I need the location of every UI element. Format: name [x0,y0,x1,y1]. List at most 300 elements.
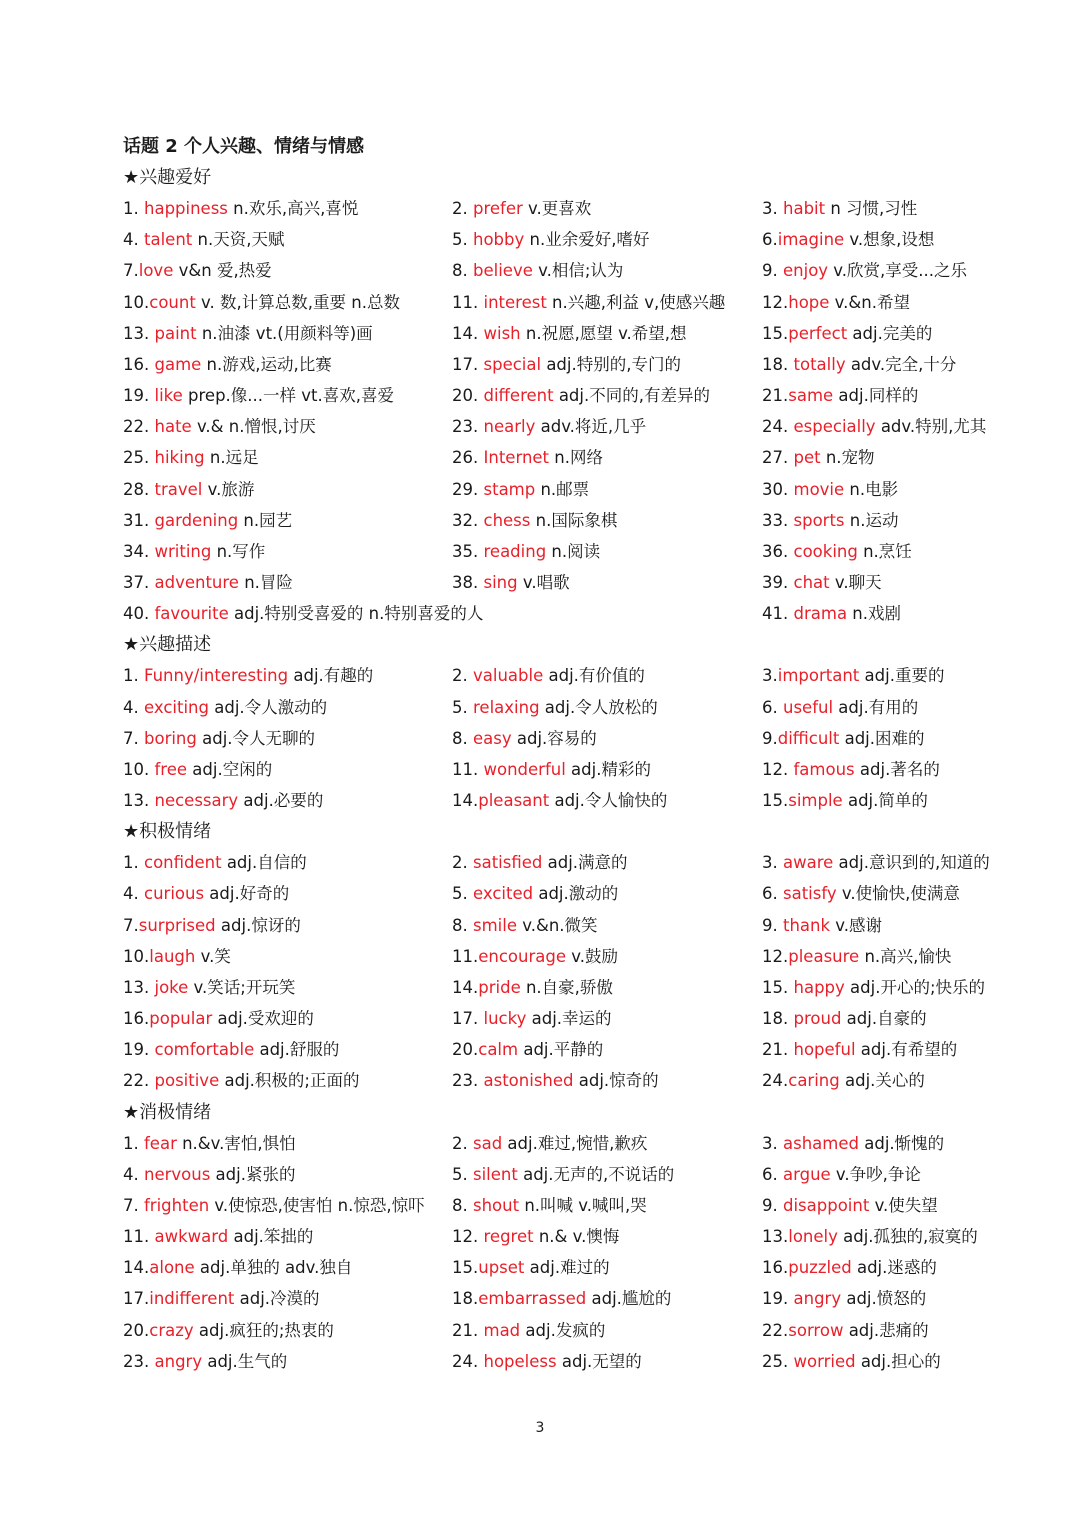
entry-definition: adv.完全,十分 [845,354,957,374]
vocab-entry [123,975,295,1001]
vocab-row [0,1349,1080,1375]
entry-word: confident [144,853,222,873]
vocab-entry [452,788,667,814]
entry-word: gardening [154,510,239,530]
entry-number: 30. [762,479,794,499]
entry-number: 10. [123,292,150,312]
vocab-entry [123,1193,425,1219]
entry-word: count [149,292,196,312]
entry-word: pleasant [478,791,550,810]
entry-number: 6. [762,1164,783,1184]
entry-number: 2. [452,853,473,873]
entry-definition: adj.迷惑的 [851,1258,937,1278]
entry-definition: adj.重要的 [859,666,945,686]
vocab-entry [452,1349,642,1375]
entry-word: special [483,354,542,374]
entry-number: 4. [123,230,144,250]
entry-definition: v.欣赏,享受...之乐 [828,261,968,281]
entry-word: paint [154,323,197,343]
entry-word: caring [788,1071,840,1091]
entry-definition: adv.特别,尤其 [875,417,987,437]
entry-number: 11. [452,292,484,312]
entry-definition: n.天资,天赋 [192,230,285,250]
entry-word: nearly [483,417,536,437]
entry-word: happy [793,977,845,997]
entry-word: hopeless [483,1351,557,1371]
entry-word: hiking [154,448,205,468]
vocab-entry [762,850,990,876]
entry-number: 39. [762,572,794,592]
entry-word: chess [483,510,531,530]
entry-definition: n.国际象棋 [530,510,618,530]
vocab-entry [762,1006,927,1032]
entry-number: 4. [123,697,144,717]
vocab-entry [762,881,960,907]
entry-number: 4. [123,1164,144,1184]
vocab-row [0,757,1080,783]
entry-number: 13. [123,977,155,997]
vocab-entry [452,1193,647,1219]
vocab-entry [762,508,898,534]
vocab-entry [762,1224,978,1250]
vocab-row [0,414,1080,440]
entry-number: 15. [762,977,794,997]
vocab-entry [452,227,649,253]
entry-number: 12. [762,946,789,966]
vocab-entry [452,321,687,347]
entry-number: 16. [123,1009,150,1029]
entry-definition: v.&n.微笑 [517,915,598,935]
entry-number: 12. [762,759,794,779]
entry-word: necessary [154,791,239,810]
vocab-row [0,944,1080,970]
entry-definition: v&n 爱,热爱 [173,261,272,281]
vocab-entry [123,601,483,627]
vocab-entry [452,508,617,534]
entry-definition: adj.自豪的 [841,1009,927,1029]
entry-word: easy [473,728,512,748]
entry-definition: adj.悲痛的 [843,1320,929,1340]
entry-word: happiness [144,199,228,219]
entry-word: puzzled [788,1258,852,1278]
entry-number: 9. [762,728,778,748]
entry-word: worried [793,1351,856,1371]
entry-number: 21. [762,386,789,406]
entry-definition: n.阅读 [546,541,601,561]
entry-number: 9. [762,915,783,935]
entry-definition: adj.生气的 [202,1351,288,1371]
entry-number: 9. [762,261,783,281]
entry-definition: adj.简单的 [842,791,928,810]
entry-word: useful [783,697,834,717]
vocab-entry [762,570,882,596]
entry-definition: v.笑话;开玩笑 [188,977,296,997]
vocab-entry [452,881,618,907]
entry-word: satisfy [783,884,837,904]
entry-word: imagine [777,230,845,250]
entry-definition: n.祝愿,愿望 v.希望,想 [520,323,687,343]
entry-definition: v.争吵,争论 [830,1164,921,1184]
entry-definition: adj.无望的 [556,1351,642,1371]
entry-definition: n.写作 [211,541,266,561]
entry-word: satisfied [473,853,543,873]
entry-definition: n.远足 [204,448,259,468]
entry-definition: adj.有希望的 [855,1040,958,1060]
entry-definition: adj.开心的;快乐的 [844,977,985,997]
entry-word: interest [483,292,547,312]
vocab-entry [452,695,658,721]
entry-definition: adj.有趣的 [288,666,374,686]
entry-word: stamp [483,479,536,499]
entry-number: 6. [762,884,783,904]
entry-word: popular [149,1009,213,1029]
entry-number: 34. [123,541,155,561]
entry-definition: adj.担心的 [855,1351,941,1371]
entry-word: excited [473,884,534,904]
entry-number: 14. [452,323,484,343]
entry-number: 33. [762,510,794,530]
entry-word: love [138,261,174,281]
vocab-row [0,1006,1080,1032]
vocab-entry [123,196,358,222]
entry-number: 2. [452,199,473,219]
vocab-row [0,1131,1080,1157]
entry-word: prefer [473,199,523,219]
vocab-entry [452,1318,605,1344]
vocab-entry [123,539,265,565]
entry-number: 25. [762,1351,794,1371]
entry-definition: v.鼓励 [566,946,618,966]
vocab-row [0,975,1080,1001]
entry-number: 1. [123,853,144,873]
entry-definition: v. 数,计算总数,重要 n.总数 [195,292,400,312]
vocab-row [0,1068,1080,1094]
entry-number: 24. [452,1351,484,1371]
entry-definition: adj.难过的 [524,1258,610,1278]
entry-definition: n.欢乐,高兴,喜悦 [227,199,359,219]
vocab-entry [123,1068,359,1094]
vocab-row [0,1318,1080,1344]
vocab-entry [123,695,327,721]
entry-word: famous [793,759,855,779]
vocab-entry [452,850,628,876]
vocab-entry [123,352,332,378]
vocab-row [0,1162,1080,1188]
entry-word: comfortable [154,1040,255,1060]
vocab-entry [762,1193,938,1219]
vocab-entry [123,508,292,534]
entry-definition: adj.无声的,不说话的 [517,1164,675,1184]
entry-word: boring [144,728,197,748]
entry-word: hope [788,292,830,312]
vocab-row [0,477,1080,503]
section-heading: ★兴趣描述 [123,634,212,656]
section-heading: ★消极情绪 [123,1101,212,1123]
entry-definition: prep.像...一样 vt.喜欢,喜爱 [182,386,395,406]
entry-word: nervous [144,1164,211,1184]
entry-word: believe [473,261,533,281]
entry-word: talent [144,230,193,250]
entry-definition: v.旅游 [202,479,255,499]
entry-definition: adj.舒服的 [254,1040,340,1060]
entry-word: difficult [777,728,840,748]
vocab-entry [123,1006,314,1032]
entry-word: different [483,386,554,406]
entry-number: 20. [452,386,484,406]
entry-word: curious [144,884,205,904]
entry-definition: adj.单独的 adv.独自 [194,1258,353,1278]
entry-word: free [154,759,188,779]
entry-definition: adj.疯狂的;热衷的 [193,1320,334,1340]
vocab-entry [452,196,591,222]
entry-number: 3. [762,199,783,219]
entry-word: upset [478,1258,525,1278]
page-title: 话题 2 个人兴趣、情绪与情感 [123,136,365,157]
entry-word: alone [149,1258,195,1278]
entry-definition: n.烹饪 [857,541,912,561]
entry-definition: n.高兴,愉快 [859,946,952,966]
entry-word: disappoint [783,1195,870,1215]
vocab-entry [762,726,925,752]
entry-number: 12. [452,1227,484,1247]
entry-definition: n.叫喊 v.喊叫,哭 [519,1195,647,1215]
vocab-entry [123,663,373,689]
entry-number: 32. [452,510,484,530]
entry-definition: adj.不同的,有差异的 [553,386,710,406]
entry-word: lonely [788,1227,838,1247]
vocab-row [0,601,1080,627]
entry-number: 5. [452,230,473,250]
vocab-entry [762,414,986,440]
entry-definition: v.& n.憎恨,讨厌 [191,417,316,437]
entry-word: game [154,354,202,374]
entry-word: frighten [144,1195,210,1215]
vocab-entry [123,321,373,347]
entry-word: argue [783,1164,831,1184]
entry-word: travel [154,479,203,499]
entry-definition: adj.发疯的 [520,1320,606,1340]
vocab-entry [123,1037,339,1063]
vocab-entry [762,1349,941,1375]
entry-word: thank [783,915,831,935]
vocab-entry [452,1255,610,1281]
vocab-row [0,1286,1080,1312]
entry-number: 6. [762,697,783,717]
entry-number: 19. [762,1289,794,1309]
entry-word: hopeful [793,1040,856,1060]
entry-word: fear [144,1133,177,1153]
entry-definition: adj.惊讶的 [215,915,301,935]
entry-definition: adj.特别受喜爱的 n.特别喜爱的人 [228,604,484,624]
entry-number: 31. [123,510,155,530]
entry-definition: n.&v.害怕,惧怕 [176,1133,296,1153]
entry-word: angry [793,1289,842,1309]
vocab-entry [123,227,284,253]
entry-definition: adj.惊奇的 [573,1071,659,1091]
vocab-row [0,321,1080,347]
entry-word: perfect [788,323,848,343]
entry-definition: adj.同样的 [833,386,919,406]
vocab-entry [452,944,618,970]
entry-number: 19. [123,386,155,406]
entry-definition: adj.有价值的 [543,666,645,686]
vocab-entry [452,445,603,471]
vocab-row [0,1255,1080,1281]
vocab-entry [762,445,875,471]
entry-definition: n.园艺 [238,510,293,530]
entry-number: 13. [762,1227,789,1247]
entry-number: 18. [762,1009,794,1029]
vocab-entry [123,1131,296,1157]
entry-number: 15. [452,1258,479,1278]
entry-number: 7. [123,915,139,935]
entry-definition: adj.冷漠的 [234,1289,320,1309]
entry-number: 25. [123,448,155,468]
entry-word: sad [473,1133,503,1153]
entry-number: 8. [452,1195,473,1215]
entry-word: silent [473,1164,518,1184]
entry-definition: adj.尴尬的 [586,1289,672,1309]
entry-word: exciting [144,697,209,717]
vocab-entry [762,913,882,939]
entry-number: 5. [452,697,473,717]
vocab-row [0,352,1080,378]
entry-definition: adj.特别的,专门的 [541,354,681,374]
entry-definition: v.&n.希望 [829,292,910,312]
vocab-entry [452,1162,674,1188]
entry-number: 28. [123,479,155,499]
vocab-entry [762,1131,944,1157]
vocab-entry [123,1162,295,1188]
entry-word: simple [788,791,843,810]
vocab-entry [452,477,589,503]
entry-definition: adj.满意的 [542,853,628,873]
entry-number: 18. [762,354,794,374]
entry-number: 20. [123,1320,150,1340]
vocab-row [0,1037,1080,1063]
entry-word: ashamed [783,1133,859,1153]
entry-word: calm [478,1040,519,1060]
vocab-entry [762,539,912,565]
entry-word: drama [793,604,848,624]
vocab-entry [123,788,323,814]
entry-number: 15. [762,791,789,810]
entry-definition: n.自豪,骄傲 [520,977,613,997]
entry-number: 18. [452,1289,479,1309]
entry-number: 20. [452,1040,479,1060]
entry-word: smile [473,915,517,935]
vocab-entry [762,788,928,814]
entry-definition: n 习惯,习性 [825,199,918,219]
vocab-entry [452,383,710,409]
vocab-entry [762,196,917,222]
entry-number: 8. [452,915,473,935]
entry-number: 27. [762,448,794,468]
vocab-entry [762,975,985,1001]
entry-number: 7. [123,728,144,748]
entry-definition: n.戏剧 [847,604,902,624]
entry-number: 9. [762,1195,783,1215]
entry-number: 22. [123,417,155,437]
entry-number: 24. [762,1071,789,1091]
vocab-entry [123,1224,313,1250]
vocab-entry [762,383,918,409]
vocab-entry [123,944,231,970]
entry-number: 1. [123,666,144,686]
entry-number: 40. [123,604,155,624]
entry-definition: n.邮票 [535,479,590,499]
vocab-entry [123,881,289,907]
entry-number: 14. [452,791,479,810]
entry-number: 3. [762,666,778,686]
entry-word: pleasure [788,946,860,966]
entry-number: 16. [123,354,155,374]
entry-word: chat [793,572,830,592]
vocab-entry [762,1255,937,1281]
vocab-entry [452,539,600,565]
entry-number: 26. [452,448,484,468]
entry-word: same [788,386,834,406]
entry-number: 23. [123,1351,155,1371]
entry-definition: adj.令人激动的 [208,697,328,717]
entry-word: wonderful [483,759,566,779]
entry-word: angry [154,1351,203,1371]
entry-word: important [777,666,860,686]
vocab-entry [123,1349,287,1375]
vocab-entry [452,1286,671,1312]
entry-word: aware [783,853,834,873]
vocab-entry [762,290,910,316]
entry-word: valuable [473,666,544,686]
entry-definition: v.笑 [195,946,231,966]
entry-word: joke [154,977,189,997]
entry-definition: adv.将近,几乎 [535,417,647,437]
vocab-entry [762,352,956,378]
vocab-entry [123,726,315,752]
entry-word: reading [483,541,547,561]
entry-definition: v.唱歌 [517,572,570,592]
entry-number: 13. [123,791,155,810]
entry-word: laugh [149,946,196,966]
entry-word: Internet [483,448,550,468]
vocab-entry [762,757,940,783]
entry-definition: adj.平静的 [518,1040,604,1060]
entry-number: 10. [123,946,150,966]
vocab-row [0,913,1080,939]
entry-number: 21. [762,1040,794,1060]
entry-definition: adj.好奇的 [204,884,290,904]
entry-definition: adj.完美的 [847,323,933,343]
entry-number: 41. [762,604,794,624]
entry-number: 15. [762,323,789,343]
vocab-row [0,258,1080,284]
entry-definition: v.感谢 [830,915,883,935]
vocab-entry [762,663,944,689]
vocab-entry [452,290,725,316]
vocab-row [0,695,1080,721]
entry-word: astonished [483,1071,574,1091]
vocab-entry [123,258,272,284]
entry-number: 6. [762,230,778,250]
entry-number: 2. [452,666,473,686]
entry-word: shout [473,1195,520,1215]
entry-number: 5. [452,1164,473,1184]
entry-number: 24. [762,417,794,437]
entry-number: 21. [452,1320,484,1340]
entry-word: encourage [478,946,567,966]
vocab-entry [762,695,918,721]
entry-word: indifferent [149,1289,235,1309]
